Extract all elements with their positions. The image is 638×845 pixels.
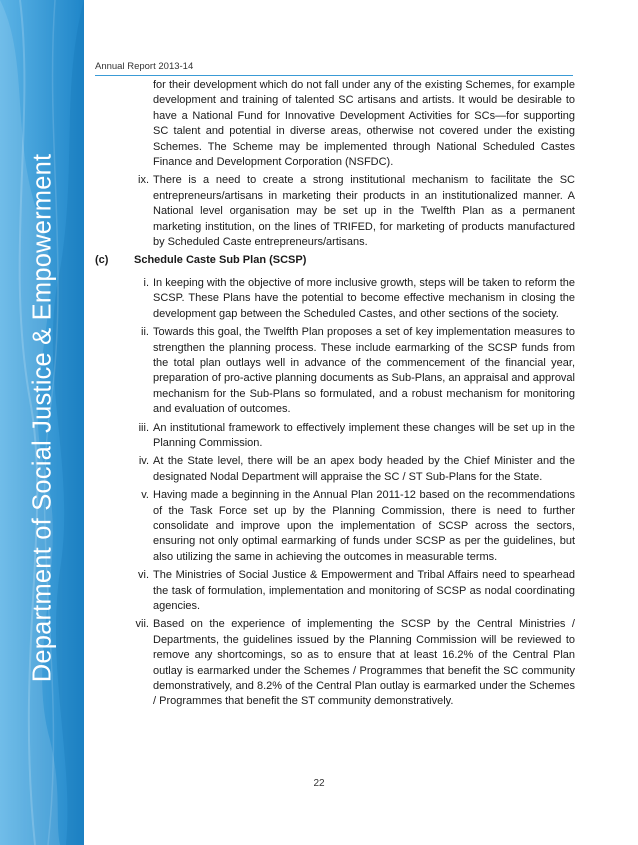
list-item-number: ix. bbox=[138, 174, 149, 187]
list-item-number: iii. bbox=[138, 421, 149, 434]
list-item-number: iv. bbox=[138, 455, 149, 468]
list-item-text: An institutional framework to effectively implement these changes will be set up in the Planning Commission. bbox=[153, 421, 575, 449]
header-title: Annual Report 2013-14 bbox=[95, 61, 194, 72]
list-item-text: There is a need to create a strong institutional mechanism to facilitate the SC entrepreneurs/artisans in marketing their products in an institutionalized manner. A National level organisation may be set up in the Twelfth Plan as a permanent marketing institution, on the lines of TRIFED, for marketing of products manufactured by Scheduled Caste entrepreneurs/artisans. bbox=[153, 174, 575, 249]
list-item bbox=[95, 421, 575, 452]
list-item-number: v. bbox=[141, 489, 149, 502]
list-item bbox=[95, 617, 575, 709]
section-heading bbox=[95, 253, 575, 268]
list-item bbox=[95, 325, 575, 417]
list-item bbox=[95, 488, 575, 565]
list-item bbox=[95, 454, 575, 485]
list-item-text: Based on the experience of implementing the SCSP by the Central Ministries / Departments, the guidelines issued by the Planning Commission will be reviewed to remove any shortcomings, so as to ensure that at least 16.2% of the Central Plan outlay is earmarked under the Schemes / Programmes that benefit the SC community demonstratively, and 8.2% of the Central Plan outlay is earmarked under the Schemes / Programmes that benefit the ST community demonstratively. bbox=[153, 618, 575, 708]
page-number: 22 bbox=[313, 778, 325, 789]
list-item-text: At the State level, there will be an apex body headed by the Chief Minister and the designated Nodal Department will appraise the SC / ST Sub-Plans for the State. bbox=[153, 455, 575, 483]
list-item-text: Towards this goal, the Twelfth Plan proposes a set of key implementation measures to strengthen the planning process. These include earmarking of the SCSP funds from the total plan outlays well in advance of the commencement of the financial year, preparation of pro-active planning documents as Sub-Plans, an appraisal and approval mechanism for the Sub-Plans so formulated, and a robust mechanism for monitoring and evaluation of outcomes. bbox=[153, 326, 575, 416]
list-item-number: vi. bbox=[138, 569, 149, 582]
list-item-number: vii. bbox=[135, 618, 149, 631]
section-label: (c) bbox=[95, 254, 109, 267]
list-item bbox=[95, 276, 575, 322]
section-title: Schedule Caste Sub Plan (SCSP) bbox=[134, 254, 307, 267]
page-body bbox=[95, 78, 575, 713]
list-item bbox=[95, 568, 575, 614]
list-item-ix bbox=[95, 173, 575, 250]
sidebar-banner bbox=[0, 0, 84, 845]
continued-paragraph: for their development which do not fall under any of the existing Schemes, for example development and training of talented SC artisans and artists. It would be desirable to have a National Fund for Innovative Development Activities for SCs—for supporting SC talent and potential in diverse areas, otherwise not covered under the existing Schemes. The Scheme may be implemented through National Scheduled Castes Finance and Development Corporation (NSFDC). bbox=[153, 79, 575, 169]
list-item-text: The Ministries of Social Justice & Empowerment and Tribal Affairs need to spearhead the task of formulation, implementation and monitoring of SCSP as nodal coordinating agencies. bbox=[153, 569, 575, 612]
list-item-number: i. bbox=[143, 276, 149, 289]
list-item-number: ii. bbox=[141, 326, 149, 339]
header-divider bbox=[95, 75, 573, 76]
sidebar-title: Department of Social Justice & Empowerment bbox=[28, 153, 57, 683]
list-item-text: In keeping with the objective of more inclusive growth, steps will be taken to reform the SCSP. These Plans have the potential to become effective mechanism in closing the development gap between the Scheduled Castes, and other sections of the society. bbox=[153, 276, 575, 320]
list-item-text: Having made a beginning in the Annual Plan 2011-12 based on the recommendations of the Task Force set up by the Planning Commission, there is need to further consolidate and improve upon the implementation of SCSP across the sectors, ensuring not only optimal earmarking of funds under SCSP as per the guidelines, but also utilizing the same in achieving the outcomes in measurable terms. bbox=[153, 489, 575, 563]
